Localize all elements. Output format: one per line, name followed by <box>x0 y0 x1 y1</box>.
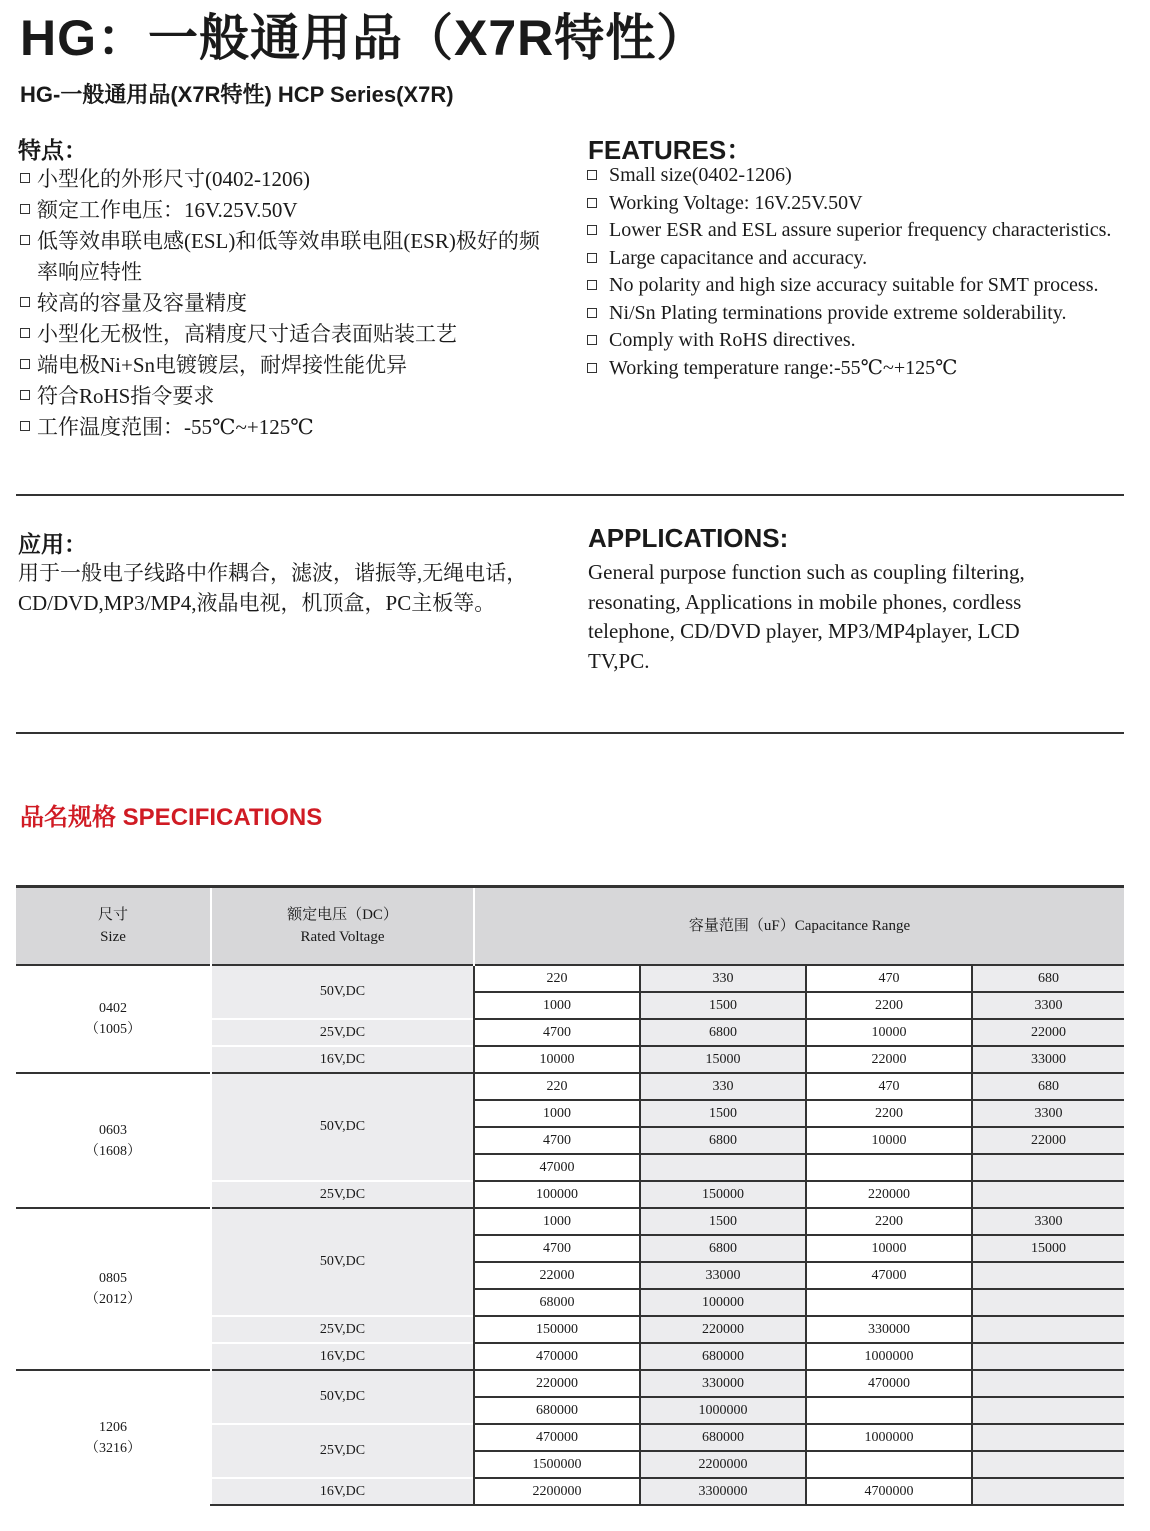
capacitance-cell: 470 <box>806 1073 972 1100</box>
feature-item: Working temperature range:-55℃~+125℃ <box>587 355 1123 383</box>
checkbox-icon <box>587 308 597 318</box>
voltage-cell: 25V,DC <box>211 1019 474 1046</box>
capacitance-cell: 4700 <box>474 1235 640 1262</box>
checkbox-icon <box>587 198 597 208</box>
capacitance-cell: 15000 <box>972 1235 1124 1262</box>
capacitance-cell: 10000 <box>806 1019 972 1046</box>
capacitance-cell: 1000 <box>474 1208 640 1235</box>
capacitance-cell <box>806 1154 972 1181</box>
capacitance-cell: 150000 <box>640 1181 806 1208</box>
applications-zh-text: 用于一般电子线路中作耦合，滤波，谐振等,无绳电话，CD/DVD,MP3/MP4,液晶电视，机顶盒，PC主板等。 <box>18 561 528 615</box>
capacitance-cell: 1000 <box>474 1100 640 1127</box>
capacitance-cell: 10000 <box>806 1235 972 1262</box>
capacitance-cell: 680000 <box>640 1424 806 1451</box>
capacitance-cell <box>972 1181 1124 1208</box>
capacitance-cell: 680000 <box>474 1397 640 1424</box>
size-code: 0603 <box>99 1122 127 1138</box>
size-metric: （1608） <box>85 1143 141 1159</box>
feature-item: No polarity and high size accuracy suitable for SMT process. <box>587 272 1123 300</box>
table-row <box>16 1073 1124 1100</box>
capacitance-cell: 2200 <box>806 992 972 1019</box>
checkbox-icon <box>20 173 30 183</box>
capacitance-cell: 33000 <box>972 1046 1124 1073</box>
capacitance-cell: 1000000 <box>806 1424 972 1451</box>
table-row <box>16 1370 1124 1397</box>
checkbox-icon <box>20 235 30 245</box>
capacitance-cell: 47000 <box>806 1262 972 1289</box>
capacitance-cell: 680 <box>972 965 1124 992</box>
feature-item: 小型化无极性，高精度尺寸适合表面贴装工艺 <box>20 319 560 350</box>
table-header-row <box>16 887 1124 966</box>
capacitance-cell <box>972 1289 1124 1316</box>
size-metric: （1005） <box>85 1022 141 1037</box>
voltage-cell: 16V,DC <box>211 1046 474 1073</box>
feature-item: 低等效串联电感(ESL)和低等效串联电阻(ESR)极好的频率响应特性 <box>20 226 560 288</box>
capacitance-cell: 22000 <box>972 1127 1124 1154</box>
voltage-column-header <box>211 887 474 966</box>
voltage-cell: 25V,DC <box>211 1424 474 1478</box>
capacitance-cell <box>972 1370 1124 1397</box>
capacitance-cell: 22000 <box>972 1019 1124 1046</box>
capacitance-cell <box>806 1397 972 1424</box>
table-row <box>16 1208 1124 1235</box>
capacitance-cell: 1500 <box>640 1208 806 1235</box>
specifications-table <box>16 885 1124 1506</box>
capacitance-cell: 3300 <box>972 1100 1124 1127</box>
checkbox-icon <box>20 359 30 369</box>
capacitance-cell <box>640 1154 806 1181</box>
checkbox-icon <box>587 253 597 263</box>
capacitance-cell: 4700 <box>474 1127 640 1154</box>
size-cell <box>16 1370 211 1505</box>
capacitance-cell: 680 <box>972 1073 1124 1100</box>
capacitance-cell: 3300000 <box>640 1478 806 1505</box>
size-cell <box>16 965 211 1073</box>
capacitance-cell: 4700000 <box>806 1478 972 1505</box>
capacitance-cell: 330 <box>640 965 806 992</box>
applications-en-text: General purpose function such as coupling filtering, resonating, Applications in mobile phones, cordless telephone, CD/DVD player, MP3/MP4player, LCD TV,PC. <box>588 560 1025 673</box>
capacitance-cell: 6800 <box>640 1019 806 1046</box>
checkbox-icon <box>20 421 30 431</box>
features-en-list <box>587 162 1123 382</box>
capacitance-cell: 100000 <box>640 1289 806 1316</box>
feature-item: Working Voltage: 16V.25V.50V <box>587 190 1123 218</box>
capacitance-cell: 470000 <box>474 1424 640 1451</box>
capacitance-cell: 680000 <box>640 1343 806 1370</box>
feature-item: 较高的容量及容量精度 <box>20 288 560 319</box>
specifications-title: 品名规格 SPECIFICATIONS <box>20 804 323 831</box>
capacitance-cell: 330000 <box>806 1316 972 1343</box>
capacitance-cell: 220 <box>474 1073 640 1100</box>
capacitance-cell: 330 <box>640 1073 806 1100</box>
size-code: 1206 <box>99 1420 127 1435</box>
feature-item: 端电极Ni+Sn电镀镀层，耐焊接性能优异 <box>20 350 560 381</box>
checkbox-icon <box>587 280 597 290</box>
capacitance-cell <box>972 1478 1124 1505</box>
capacitance-cell <box>806 1289 972 1316</box>
capacitance-cell: 220000 <box>806 1181 972 1208</box>
feature-item: 工作温度范围：-55℃~+125℃ <box>20 412 560 443</box>
features-zh-heading: 特点： <box>18 137 87 163</box>
capacitance-cell: 10000 <box>474 1046 640 1073</box>
capacitance-cell: 2200000 <box>640 1451 806 1478</box>
checkbox-icon <box>20 390 30 400</box>
capacitance-cell: 2200 <box>806 1100 972 1127</box>
capacitance-cell: 220000 <box>640 1316 806 1343</box>
capacitance-cell <box>972 1451 1124 1478</box>
size-column-header <box>16 887 211 966</box>
capacitance-column-header: 容量范围（uF）Capacitance Range <box>474 887 1124 966</box>
applications-en-heading: APPLICATIONS: <box>588 523 789 553</box>
capacitance-cell: 470 <box>806 965 972 992</box>
checkbox-icon <box>20 297 30 307</box>
capacitance-cell: 330000 <box>640 1370 806 1397</box>
voltage-cell: 50V,DC <box>211 1370 474 1424</box>
voltage-cell: 50V,DC <box>211 1073 474 1181</box>
capacitance-cell: 22000 <box>806 1046 972 1073</box>
capacitance-cell: 470000 <box>474 1343 640 1370</box>
capacitance-cell: 33000 <box>640 1262 806 1289</box>
capacitance-cell <box>972 1397 1124 1424</box>
feature-item: 符合RoHS指令要求 <box>20 381 560 412</box>
applications-zh-heading: 应用： <box>18 531 87 557</box>
capacitance-cell: 220 <box>474 965 640 992</box>
capacitance-cell: 15000 <box>640 1046 806 1073</box>
feature-item: Large capacitance and accuracy. <box>587 245 1123 273</box>
capacitance-cell: 100000 <box>474 1181 640 1208</box>
size-header-zh: 尺寸 <box>97 907 128 923</box>
feature-item: 额定工作电压：16V.25V.50V <box>20 195 560 226</box>
capacitance-cell: 47000 <box>474 1154 640 1181</box>
capacitance-cell <box>972 1343 1124 1370</box>
capacitance-cell: 1500000 <box>474 1451 640 1478</box>
capacitance-cell <box>972 1154 1124 1181</box>
capacitance-cell <box>972 1424 1124 1451</box>
capacitance-cell: 3300 <box>972 992 1124 1019</box>
size-cell <box>16 1073 211 1208</box>
voltage-cell: 16V,DC <box>211 1478 474 1505</box>
feature-item: Small size(0402-1206) <box>587 162 1123 190</box>
voltage-header-en: Rated Voltage <box>300 929 385 945</box>
feature-item: 小型化的外形尺寸(0402-1206) <box>20 164 560 195</box>
table-row <box>16 965 1124 992</box>
checkbox-icon <box>587 363 597 373</box>
capacitance-cell: 10000 <box>806 1127 972 1154</box>
capacitance-cell <box>972 1262 1124 1289</box>
checkbox-icon <box>587 225 597 235</box>
specifications-table-body <box>16 965 1124 1505</box>
capacitance-cell: 6800 <box>640 1235 806 1262</box>
capacitance-cell: 68000 <box>474 1289 640 1316</box>
capacitance-cell: 470000 <box>806 1370 972 1397</box>
capacitance-cell: 220000 <box>474 1370 640 1397</box>
features-zh-list <box>20 164 560 443</box>
capacitance-cell: 2200000 <box>474 1478 640 1505</box>
capacitance-cell: 1000 <box>474 992 640 1019</box>
capacitance-cell <box>972 1316 1124 1343</box>
checkbox-icon <box>587 170 597 180</box>
section-divider <box>16 732 1124 734</box>
size-metric: （2012） <box>85 1292 141 1307</box>
capacitance-cell: 1500 <box>640 992 806 1019</box>
capacitance-cell: 1000000 <box>806 1343 972 1370</box>
capacitance-cell: 1000000 <box>640 1397 806 1424</box>
checkbox-icon <box>587 335 597 345</box>
features-en-heading: FEATURES： <box>588 135 753 165</box>
capacitance-cell: 2200 <box>806 1208 972 1235</box>
capacitance-cell: 6800 <box>640 1127 806 1154</box>
size-code: 0805 <box>99 1271 127 1286</box>
feature-item: Comply with RoHS directives. <box>587 327 1123 355</box>
size-header-en: Size <box>100 929 126 945</box>
capacitance-cell: 4700 <box>474 1019 640 1046</box>
capacitance-cell: 1500 <box>640 1100 806 1127</box>
feature-item: Ni/Sn Plating terminations provide extreme solderability. <box>587 300 1123 328</box>
capacitance-cell <box>806 1451 972 1478</box>
voltage-cell: 50V,DC <box>211 965 474 1019</box>
size-code: 0402 <box>99 1001 127 1016</box>
feature-item: Lower ESR and ESL assure superior frequency characteristics. <box>587 217 1123 245</box>
voltage-cell: 25V,DC <box>211 1181 474 1208</box>
voltage-header-zh: 额定电压（DC） <box>287 907 398 923</box>
size-metric: （3216） <box>85 1441 141 1456</box>
voltage-cell: 50V,DC <box>211 1208 474 1316</box>
voltage-cell: 25V,DC <box>211 1316 474 1343</box>
page-subtitle: HG-一般通用品(X7R特性) HCP Series(X7R) <box>20 82 454 107</box>
capacitance-cell: 3300 <box>972 1208 1124 1235</box>
size-cell <box>16 1208 211 1370</box>
voltage-cell: 16V,DC <box>211 1343 474 1370</box>
checkbox-icon <box>20 328 30 338</box>
checkbox-icon <box>20 204 30 214</box>
section-divider <box>16 494 1124 496</box>
page-title: HG：一般通用品（X7R特性） <box>20 10 708 66</box>
capacitance-cell: 150000 <box>474 1316 640 1343</box>
capacitance-cell: 22000 <box>474 1262 640 1289</box>
